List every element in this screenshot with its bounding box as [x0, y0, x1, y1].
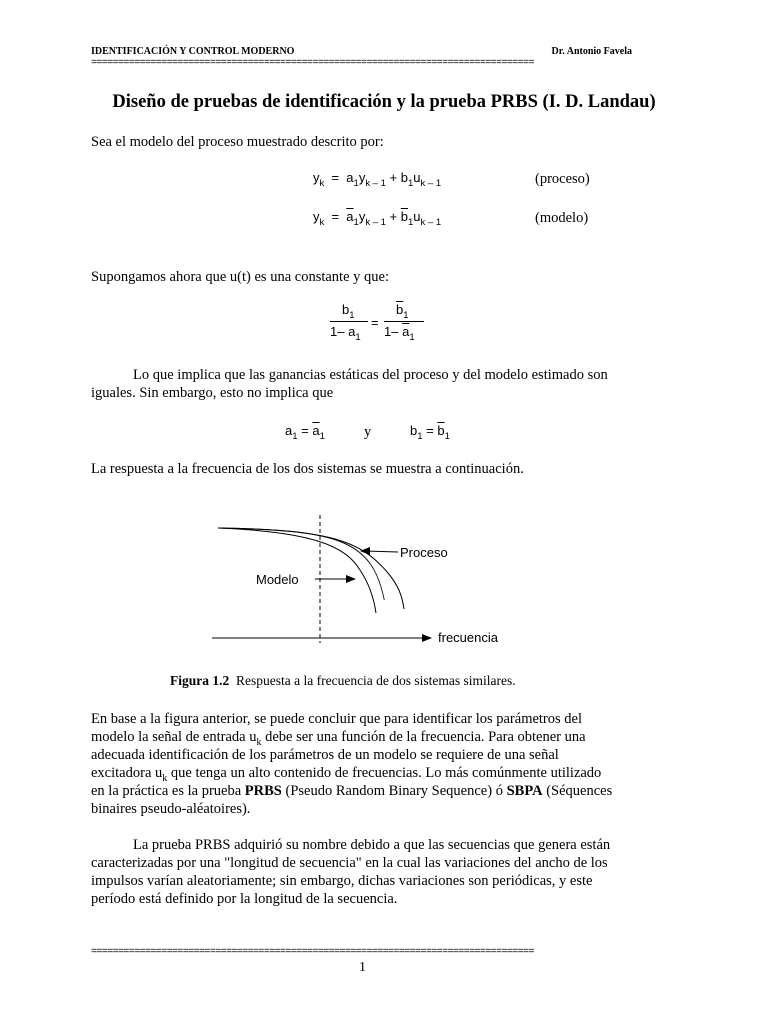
modelo-curve-2	[220, 528, 376, 613]
equation-b-inequality: $b_1 = \overline{b}_1$	[410, 423, 450, 442]
intro-text: Sea el modelo del proceso muestrado descrito por:	[91, 134, 384, 150]
para2-line-4: período está definido por la longitud de la secuencia.	[91, 891, 398, 907]
footer-rule: ==================================================================================	[91, 947, 534, 958]
para1-line-2: modelo la señal de entrada $u_k$ debe ser una función de la frecuencia. Para obtener una	[91, 729, 586, 748]
equation-modelo: $y_k = \overline{a}_1y_{k - 1} + \overline{b}_1u_{k - 1}$	[313, 209, 442, 228]
para2-line-2: caracterizadas por una "longitud de secuencia" en la cual las variaciones del ancho de los	[91, 855, 608, 871]
equation-label-modelo: (modelo)	[535, 210, 589, 226]
para1-line-5: en la práctica es la prueba PRBS (Pseudo Random Binary Sequence) ó SBPA (Séquences	[91, 783, 613, 799]
running-header-author: Dr. Antonio Favela	[551, 46, 632, 57]
frequency-response-text: La respuesta a la frecuencia de los dos sistemas se muestra a continuación.	[91, 461, 524, 477]
para1-line-4: excitadora $u_k$ que tenga un alto contenido de frecuencias. Lo más comúnmente utilizado	[91, 765, 602, 784]
para2-line-1: La prueba PRBS adquirió su nombre debido a que las secuencias que genera están	[133, 837, 611, 853]
frequency-response-figure	[200, 505, 530, 655]
equation-a-inequality: $a_1 = \overline{a}_1$	[285, 423, 325, 442]
equation-proceso: $y_k = a_1y_{k - 1} + b_1u_{k - 1}$	[313, 170, 442, 189]
section-title: Diseño de pruebas de identificación y la prueba PRBS (I. D. Landau)	[112, 92, 656, 112]
axis-arrow-icon	[422, 634, 432, 642]
para1-line-3: adecuada identificación de los parámetros de un modelo se requiere de una señal	[91, 747, 559, 763]
label-frecuencia: frecuencia	[438, 630, 498, 645]
modelo-arrow-icon	[346, 575, 356, 583]
equation-label-proceso: (proceso)	[535, 171, 590, 187]
suppose-text: Supongamos ahora que u(t) es una constante y que:	[91, 269, 389, 285]
running-header-course: IDENTIFICACIÓN Y CONTROL MODERNO	[91, 46, 295, 57]
implies-line-2: iguales. Sin embargo, esto no implica que	[91, 385, 334, 401]
label-proceso: Proceso	[400, 545, 448, 560]
para1-line-1: En base a la figura anterior, se puede concluir que para identificar los parámetros del	[91, 711, 582, 727]
proceso-curve	[220, 528, 404, 609]
label-modelo: Modelo	[256, 572, 299, 587]
figure-caption-number: Figura 1.2	[170, 673, 230, 688]
conjunction-y: y	[364, 424, 372, 440]
figure-caption-text: Respuesta a la frecuencia de dos sistemas similares.	[236, 673, 516, 688]
equation-static-gain: $b_1$ 1– $a_1$ = $\overline{b}_1$ 1– $\overline{a}_1$	[330, 302, 426, 348]
para1-line-6: binaires pseudo-aléatoires).	[91, 801, 251, 817]
header-rule: ==================================================================================	[91, 58, 534, 69]
para2-line-3: impulsos varían aleatoriamente; sin embargo, dichas variaciones son periódicas, y este	[91, 873, 593, 889]
figure-caption	[170, 673, 516, 689]
modelo-curve	[218, 528, 384, 600]
page-number: 1	[359, 960, 366, 975]
implies-line-1: Lo que implica que las ganancias estáticas del proceso y del modelo estimado son	[133, 367, 608, 383]
